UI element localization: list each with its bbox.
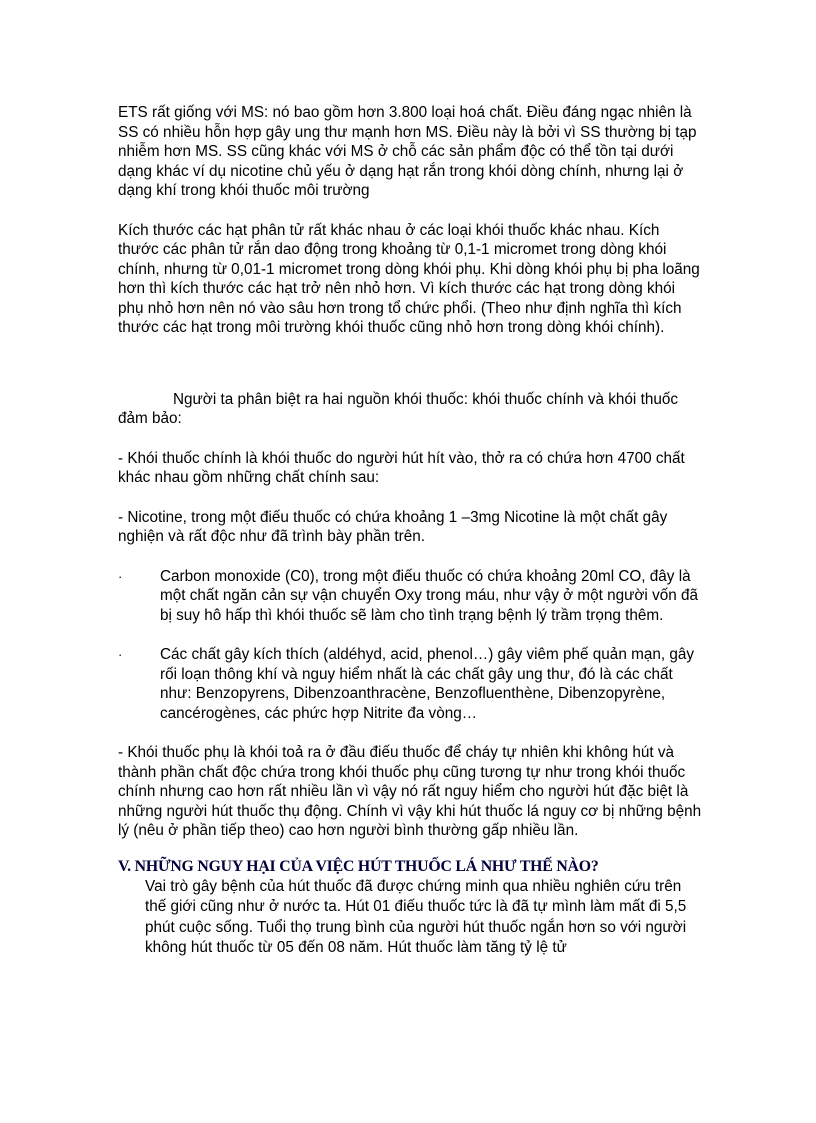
paragraph-particle-size: Kích thước các hạt phân tử rất khác nhau ở các loại khói thuốc khác nhau. Kích thước các phân tử rắn dao động trong khoảng từ 0,1-1 micromet trong dòng khói chính, nhưng từ 0,01-1 micromet trong dòng khói phụ. Khi dòng khói phụ bị pha loãng hơn thì kích thước các hạt trở nên nhỏ hơn. Vì kích thước các hạt trong dòng khói phụ nhỏ hơn nên nó vào sâu hơn trong tổ chức phổi. (Theo như định nghĩa thì kích thước các hạt trong môi trường khói thuốc cũng nhỏ hơn trong dòng khói chính). — [118, 221, 700, 336]
list-item-text: Carbon monoxide (C0), trong một điếu thuốc có chứa khoảng 20ml CO, đây là một chất ngăn cản sự vận chuyển Oxy trong máu, như vậy ở một người vốn đã bị suy hô hấp thì khói thuốc sẽ làm cho tình trạng bệnh lý trầm trọng thêm. — [160, 567, 699, 624]
section-heading: V. NHỮNG NGUY HẠI CỦA VIỆC HÚT THUỐC LÁ NHƯ THẾ NÀO? — [118, 857, 599, 875]
paragraph-sidestream-smoke: - Khói thuốc phụ là khói toả ra ở đầu điếu thuốc để cháy tự nhiên khi không hút và thành phần chất độc chứa trong khói thuốc phụ cũng tương tự như trong khói thuốc chính nhưng cao hơn rất nhiều lần vì vậy nó rất nguy hiểm cho người hút đặc biệt là những người hút thuốc thụ động. Chính vì vậy khi hút thuốc lá nguy cơ bị những bệnh lý (nêu ở phần tiếp theo) cao hơn người bình thường gấp nhiều lần. — [118, 744, 702, 839]
bullet-icon: · — [118, 647, 123, 662]
paragraph-ets-composition: ETS rất giống với MS: nó bao gồm hơn 3.800 loại hoá chất. Điều đáng ngạc nhiên là SS có nhiều hỗn hợp gây ung thư mạnh hơn MS. Điều này là bởi vì SS thường bị tạp nhiễm hơn MS. SS cũng khác với MS ở chỗ các sản phẩm độc có thể tồn tại dưới dạng khác ví dụ nicotine chủ yếu ở dạng hạt rắn trong khói dòng chính, nhưng lại ở dạng khí trong khói thuốc môi trường — [118, 104, 697, 199]
bullet-icon: · — [118, 568, 123, 584]
list-item-text: Các chất gây kích thích (aldéhyd, acid, phenol…) gây viêm phế quản mạn, gây rối loạn thông khí và nguy hiểm nhất là các chất gây ung thư, đó là các chất như: Benzopyrens, Dibenzoanthracène, Benzofluenthène, Dibenzopyrène, cancérogènes, các phức hợp Nitrite đa vòng… — [160, 646, 694, 722]
list-item-carbon-monoxide — [118, 567, 703, 626]
paragraph-health-risks: Vai trò gây bệnh của hút thuốc đã được chứng minh qua nhiều nghiên cứu trên thế giới cũng như ở nước ta. Hút 01 điếu thuốc tức là đã tự mình làm mất đi 5,5 phút cuộc sống. Tuổi thọ trung bình của người hút thuốc ngắn hơn so với người không hút thuốc từ 05 đến 08 năm. Hút thuốc làm tăng tỷ lệ tử — [145, 877, 687, 956]
list-item-irritants — [118, 645, 703, 723]
paragraph-mainstream-smoke: - Khói thuốc chính là khói thuốc do người hút hít vào, thở ra có chứa hơn 4700 chất khác nhau gồm những chất chính sau: — [118, 449, 685, 486]
paragraph-nicotine: - Nicotine, trong một điếu thuốc có chứa khoảng 1 –3mg Nicotine là một chất gây nghiện và rất độc như đã trình bày phần trên. — [118, 508, 668, 545]
paragraph-smoke-sources: Người ta phân biệt ra hai nguồn khói thuốc: khói thuốc chính và khói thuốc đảm bảo: — [118, 390, 678, 427]
document-body — [118, 103, 703, 959]
